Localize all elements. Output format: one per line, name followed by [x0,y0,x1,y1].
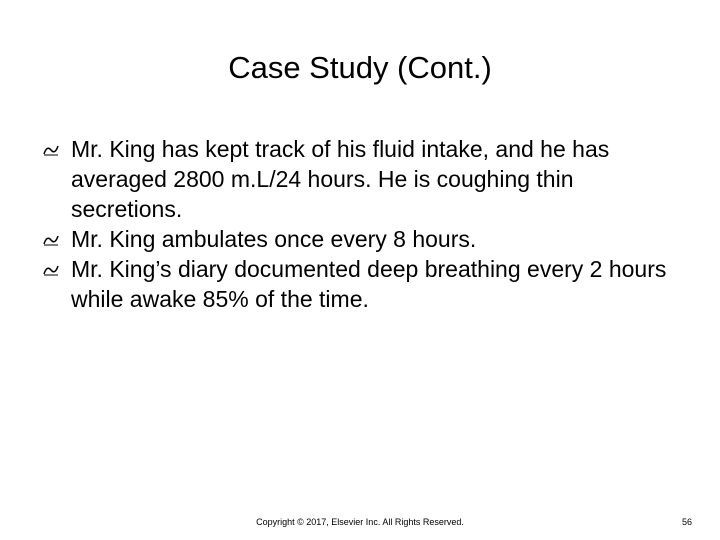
bullet-list [43,134,683,314]
wingding-bullet-icon [43,264,59,276]
bullet-text: Mr. King has kept track of his fluid intake, and he has averaged 2800 m.L/24 hours. He is coughing thin secretions. [71,136,610,222]
footer-copyright: Copyright © 2017, Elsevier Inc. All Rights Reserved. [256,517,464,527]
wingding-bullet-icon [43,144,59,156]
bullet-item [43,254,683,314]
slide-title: Case Study (Cont.) [228,50,492,85]
page-number: 56 [681,517,692,527]
wingding-bullet-icon [43,234,59,246]
bullet-item [43,224,683,254]
bullet-text: Mr. King ambulates once every 8 hours. [71,226,477,252]
bullet-text: Mr. King’s diary documented deep breathing every 2 hours while awake 85% of the time. [71,256,667,312]
bullet-item [43,134,683,224]
